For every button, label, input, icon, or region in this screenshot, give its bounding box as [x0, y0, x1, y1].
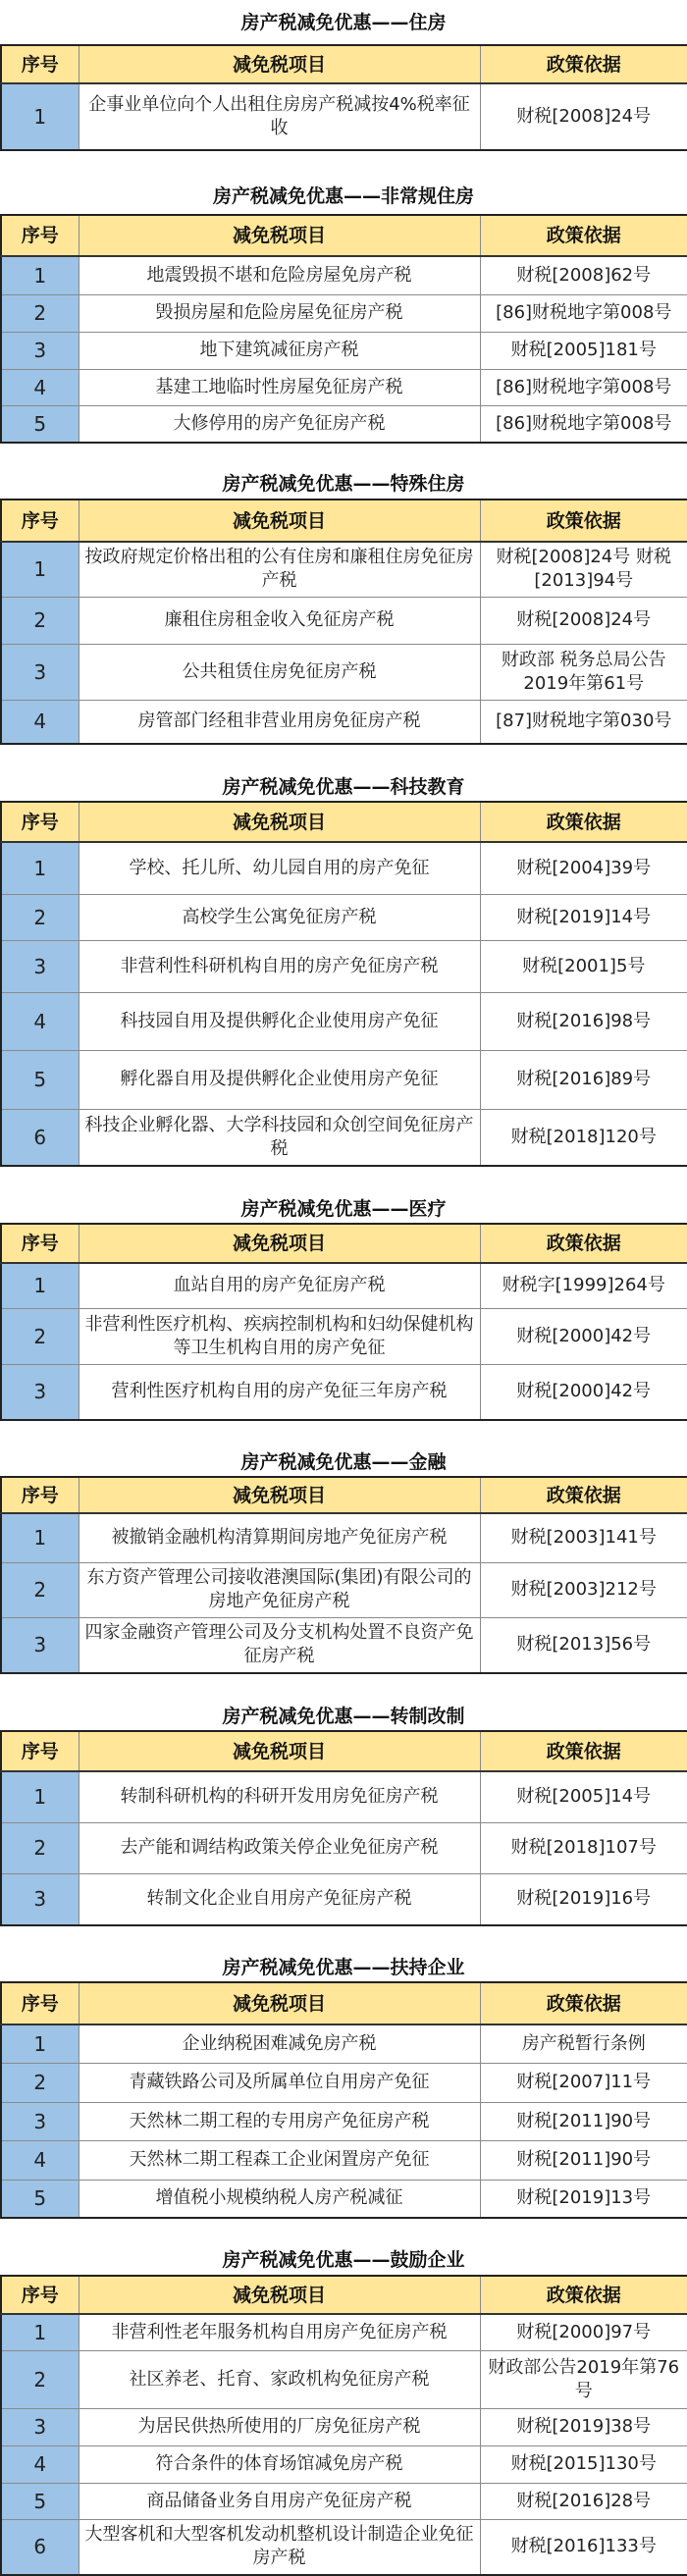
table-row	[1, 1822, 687, 1873]
section-title: 房产税减免优惠——住房	[240, 12, 447, 33]
cell-item: 廉租住房租金收入免征房产税	[79, 597, 480, 644]
header-basis: 政策依据	[480, 802, 687, 842]
cell-seq: 3	[1, 940, 79, 992]
table-row	[1, 700, 687, 744]
cell-seq: 1	[1, 256, 79, 294]
header-basis: 政策依据	[480, 499, 687, 542]
cell-item: 毁损房屋和危险房屋免征房产税	[79, 294, 480, 332]
cell-basis: 财政部 税务总局公告2019年第61号	[480, 644, 687, 700]
cell-item: 非营利性老年服务机构自用房产免征房产税	[79, 2314, 480, 2350]
table-row	[1, 1050, 687, 1109]
header-basis: 政策依据	[480, 2276, 687, 2314]
table-row	[1, 940, 687, 992]
cell-basis: 财税[2013]56号	[480, 1617, 687, 1673]
table-header-row	[1, 1731, 687, 1771]
cell-item: 青藏铁路公司及所属单位自用房产免征	[79, 2063, 480, 2102]
cell-seq: 4	[1, 2140, 79, 2180]
cell-seq: 3	[1, 332, 79, 369]
cell-item: 按政府规定价格出租的公有住房和廉租住房免征房产税	[79, 542, 480, 597]
cell-seq: 1	[1, 542, 79, 597]
cell-basis: 财税[2018]120号	[480, 1109, 687, 1166]
section-title: 房产税减免优惠——扶持企业	[222, 1957, 465, 1978]
header-seq: 序号	[1, 1731, 79, 1771]
table-header-row	[1, 802, 687, 842]
cell-seq: 5	[1, 405, 79, 443]
cell-seq: 1	[1, 1513, 79, 1562]
cell-item: 非营利性科研机构自用的房产免征房产税	[79, 940, 480, 992]
table-header-row	[1, 215, 687, 256]
table-row	[1, 1562, 687, 1617]
table-row	[1, 1513, 687, 1562]
header-seq: 序号	[1, 1477, 79, 1513]
cell-basis: [87]财税地字第030号	[480, 700, 687, 744]
cell-basis: 财税[2019]16号	[480, 1873, 687, 1925]
cell-item: 基建工地临时性房屋免征房产税	[79, 369, 480, 405]
cell-seq: 2	[1, 1562, 79, 1617]
cell-basis: 财税[2016]98号	[480, 992, 687, 1050]
cell-seq: 5	[1, 2483, 79, 2519]
relief-table	[0, 1730, 687, 1926]
header-item: 减免税项目	[79, 802, 480, 842]
cell-item: 转制科研机构的科研开发用房免征房产税	[79, 1771, 480, 1822]
table-header-row	[1, 45, 687, 83]
table-row	[1, 2140, 687, 2180]
cell-seq: 3	[1, 2408, 79, 2445]
cell-item: 房管部门经租非营业用房免征房产税	[79, 700, 480, 744]
header-seq: 序号	[1, 2276, 79, 2314]
cell-item: 企事业单位向个人出租住房房产税减按4%税率征收	[79, 83, 480, 150]
section-title: 房产税减免优惠——特殊住房	[222, 473, 465, 495]
table-row	[1, 644, 687, 700]
header-item: 减免税项目	[79, 1477, 480, 1513]
header-item: 减免税项目	[79, 45, 480, 83]
table-row	[1, 405, 687, 443]
cell-item: 东方资产管理公司接收港澳国际(集团)有限公司的房地产免征房产税	[79, 1562, 480, 1617]
cell-item: 非营利性医疗机构、疾病控制机构和妇幼保健机构等卫生机构自用的房产免征	[79, 1308, 480, 1364]
cell-seq: 1	[1, 1263, 79, 1308]
cell-basis: 财税[2007]11号	[480, 2063, 687, 2102]
cell-basis: 财税[2005]181号	[480, 332, 687, 369]
relief-table	[0, 214, 687, 444]
cell-item: 转制文化企业自用房产免征房产税	[79, 1873, 480, 1925]
cell-seq: 2	[1, 2063, 79, 2102]
cell-basis: 财税字[1999]264号	[480, 1263, 687, 1308]
table-row	[1, 1109, 687, 1166]
cell-basis: 财税[2000]42号	[480, 1308, 687, 1364]
cell-basis: [86]财税地字第008号	[480, 294, 687, 332]
header-basis: 政策依据	[480, 1224, 687, 1263]
table-row	[1, 2063, 687, 2102]
header-item: 减免税项目	[79, 215, 480, 256]
cell-basis: 财税[2019]13号	[480, 2180, 687, 2218]
header-basis: 政策依据	[480, 45, 687, 83]
table-header-row	[1, 2276, 687, 2314]
cell-item: 血站自用的房产免征房产税	[79, 1263, 480, 1308]
cell-basis: 财税[2019]14号	[480, 894, 687, 940]
header-item: 减免税项目	[79, 1731, 480, 1771]
table-row	[1, 1617, 687, 1673]
cell-seq: 2	[1, 894, 79, 940]
cell-seq: 4	[1, 2445, 79, 2483]
cell-seq: 3	[1, 1617, 79, 1673]
table-row	[1, 2519, 687, 2575]
table-row	[1, 2024, 687, 2063]
cell-basis: 财税[2008]62号	[480, 256, 687, 294]
cell-seq: 1	[1, 842, 79, 894]
section-title: 房产税减免优惠——鼓励企业	[222, 2249, 465, 2271]
table-row	[1, 256, 687, 294]
cell-seq: 1	[1, 1771, 79, 1822]
cell-seq: 4	[1, 700, 79, 744]
table-header-row	[1, 1982, 687, 2024]
relief-table	[0, 44, 687, 151]
cell-item: 大型客机和大型客机发动机整机设计制造企业免征房产税	[79, 2519, 480, 2575]
cell-basis: 财税[2019]38号	[480, 2408, 687, 2445]
cell-item: 去产能和调结构政策关停企业免征房产税	[79, 1822, 480, 1873]
cell-item: 大修停用的房产免征房产税	[79, 405, 480, 443]
table-row	[1, 2180, 687, 2218]
header-basis: 政策依据	[480, 215, 687, 256]
header-item: 减免税项目	[79, 1982, 480, 2024]
table-row	[1, 1364, 687, 1420]
table-row	[1, 2483, 687, 2519]
cell-seq: 2	[1, 1308, 79, 1364]
cell-item: 四家金融资产管理公司及分支机构处置不良资产免征房产税	[79, 1617, 480, 1673]
relief-table	[0, 1476, 687, 1674]
cell-item: 地震毁损不堪和危险房屋免房产税	[79, 256, 480, 294]
cell-item: 企业纳税困难减免房产税	[79, 2024, 480, 2063]
section-title: 房产税减免优惠——金融	[240, 1451, 447, 1473]
cell-seq: 2	[1, 1822, 79, 1873]
cell-basis: 财税[2000]97号	[480, 2314, 687, 2350]
cell-item: 营利性医疗机构自用的房产免征三年房产税	[79, 1364, 480, 1420]
table-row	[1, 294, 687, 332]
cell-item: 科技企业孵化器、大学科技园和众创空间免征房产税	[79, 1109, 480, 1166]
header-seq: 序号	[1, 499, 79, 542]
cell-basis: 财税[2016]28号	[480, 2483, 687, 2519]
cell-seq: 6	[1, 1109, 79, 1166]
cell-basis: 财税[2003]141号	[480, 1513, 687, 1562]
table-row	[1, 842, 687, 894]
table-row	[1, 1771, 687, 1822]
cell-basis: 财税[2004]39号	[480, 842, 687, 894]
cell-seq: 5	[1, 1050, 79, 1109]
cell-item: 公共租赁住房免征房产税	[79, 644, 480, 700]
cell-basis: 房产税暂行条例	[480, 2024, 687, 2063]
cell-basis: 财税[2000]42号	[480, 1364, 687, 1420]
cell-basis: [86]财税地字第008号	[480, 369, 687, 405]
table-header-row	[1, 1477, 687, 1513]
header-seq: 序号	[1, 1224, 79, 1263]
cell-seq: 1	[1, 2024, 79, 2063]
table-row	[1, 2102, 687, 2140]
cell-seq: 2	[1, 597, 79, 644]
section-title: 房产税减免优惠——科技教育	[222, 776, 465, 798]
table-row	[1, 597, 687, 644]
header-item: 减免税项目	[79, 2276, 480, 2314]
cell-basis: 财税[2008]24号	[480, 83, 687, 150]
table-row	[1, 2445, 687, 2483]
cell-basis: 财税[2003]212号	[480, 1562, 687, 1617]
table-row	[1, 83, 687, 150]
cell-basis: 财税[2016]89号	[480, 1050, 687, 1109]
table-row	[1, 894, 687, 940]
header-basis: 政策依据	[480, 1477, 687, 1513]
header-basis: 政策依据	[480, 1982, 687, 2024]
cell-seq: 5	[1, 2180, 79, 2218]
header-seq: 序号	[1, 1982, 79, 2024]
table-row	[1, 369, 687, 405]
cell-item: 为居民供热所使用的厂房免征房产税	[79, 2408, 480, 2445]
table-row	[1, 1263, 687, 1308]
table-header-row	[1, 499, 687, 542]
cell-basis: 财税[2015]130号	[480, 2445, 687, 2483]
cell-basis: 财税[2011]90号	[480, 2102, 687, 2140]
cell-item: 地下建筑减征房产税	[79, 332, 480, 369]
table-header-row	[1, 1224, 687, 1263]
cell-item: 符合条件的体育场馆减免房产税	[79, 2445, 480, 2483]
cell-seq: 3	[1, 1364, 79, 1420]
relief-table	[0, 499, 687, 745]
cell-basis: 财税[2005]14号	[480, 1771, 687, 1822]
header-basis: 政策依据	[480, 1731, 687, 1771]
cell-seq: 4	[1, 369, 79, 405]
header-seq: 序号	[1, 802, 79, 842]
table-row	[1, 2314, 687, 2350]
cell-seq: 1	[1, 2314, 79, 2350]
cell-seq: 4	[1, 992, 79, 1050]
header-seq: 序号	[1, 215, 79, 256]
table-row	[1, 2408, 687, 2445]
relief-table	[0, 1981, 687, 2219]
cell-item: 天然林二期工程的专用房产免征房产税	[79, 2102, 480, 2140]
cell-item: 学校、托儿所、幼儿园自用的房产免征	[79, 842, 480, 894]
cell-item: 孵化器自用及提供孵化企业使用房产免征	[79, 1050, 480, 1109]
header-item: 减免税项目	[79, 499, 480, 542]
cell-seq: 6	[1, 2519, 79, 2575]
cell-item: 被撤销金融机构清算期间房地产免征房产税	[79, 1513, 480, 1562]
relief-table	[0, 1223, 687, 1421]
cell-seq: 2	[1, 294, 79, 332]
section-title: 房产税减免优惠——转制改制	[222, 1706, 465, 1727]
cell-basis: 财税[2001]5号	[480, 940, 687, 992]
cell-basis: 财政部公告2019年第76号	[480, 2350, 687, 2408]
cell-basis: 财税[2008]24号 财税[2013]94号	[480, 542, 687, 597]
cell-basis: [86]财税地字第008号	[480, 405, 687, 443]
header-seq: 序号	[1, 45, 79, 83]
cell-seq: 3	[1, 644, 79, 700]
relief-table	[0, 2275, 687, 2576]
cell-seq: 3	[1, 1873, 79, 1925]
table-row	[1, 542, 687, 597]
cell-item: 科技园自用及提供孵化企业使用房产免征	[79, 992, 480, 1050]
cell-item: 增值税小规模纳税人房产税减征	[79, 2180, 480, 2218]
cell-basis: 财税[2016]133号	[480, 2519, 687, 2575]
cell-item: 天然林二期工程森工企业闲置房产免征	[79, 2140, 480, 2180]
cell-seq: 3	[1, 2102, 79, 2140]
table-row	[1, 1873, 687, 1925]
cell-seq: 2	[1, 2350, 79, 2408]
table-row	[1, 332, 687, 369]
section-title: 房产税减免优惠——医疗	[240, 1198, 447, 1220]
cell-item: 社区养老、托育、家政机构免征房产税	[79, 2350, 480, 2408]
cell-basis: 财税[2011]90号	[480, 2140, 687, 2180]
cell-item: 商品储备业务自用房产免征房产税	[79, 2483, 480, 2519]
cell-basis: 财税[2018]107号	[480, 1822, 687, 1873]
table-row	[1, 992, 687, 1050]
section-title: 房产税减免优惠——非常规住房	[212, 185, 474, 207]
table-row	[1, 2350, 687, 2408]
table-row	[1, 1308, 687, 1364]
cell-item: 高校学生公寓免征房产税	[79, 894, 480, 940]
relief-table	[0, 801, 687, 1167]
cell-basis: 财税[2008]24号	[480, 597, 687, 644]
header-item: 减免税项目	[79, 1224, 480, 1263]
cell-seq: 1	[1, 83, 79, 150]
